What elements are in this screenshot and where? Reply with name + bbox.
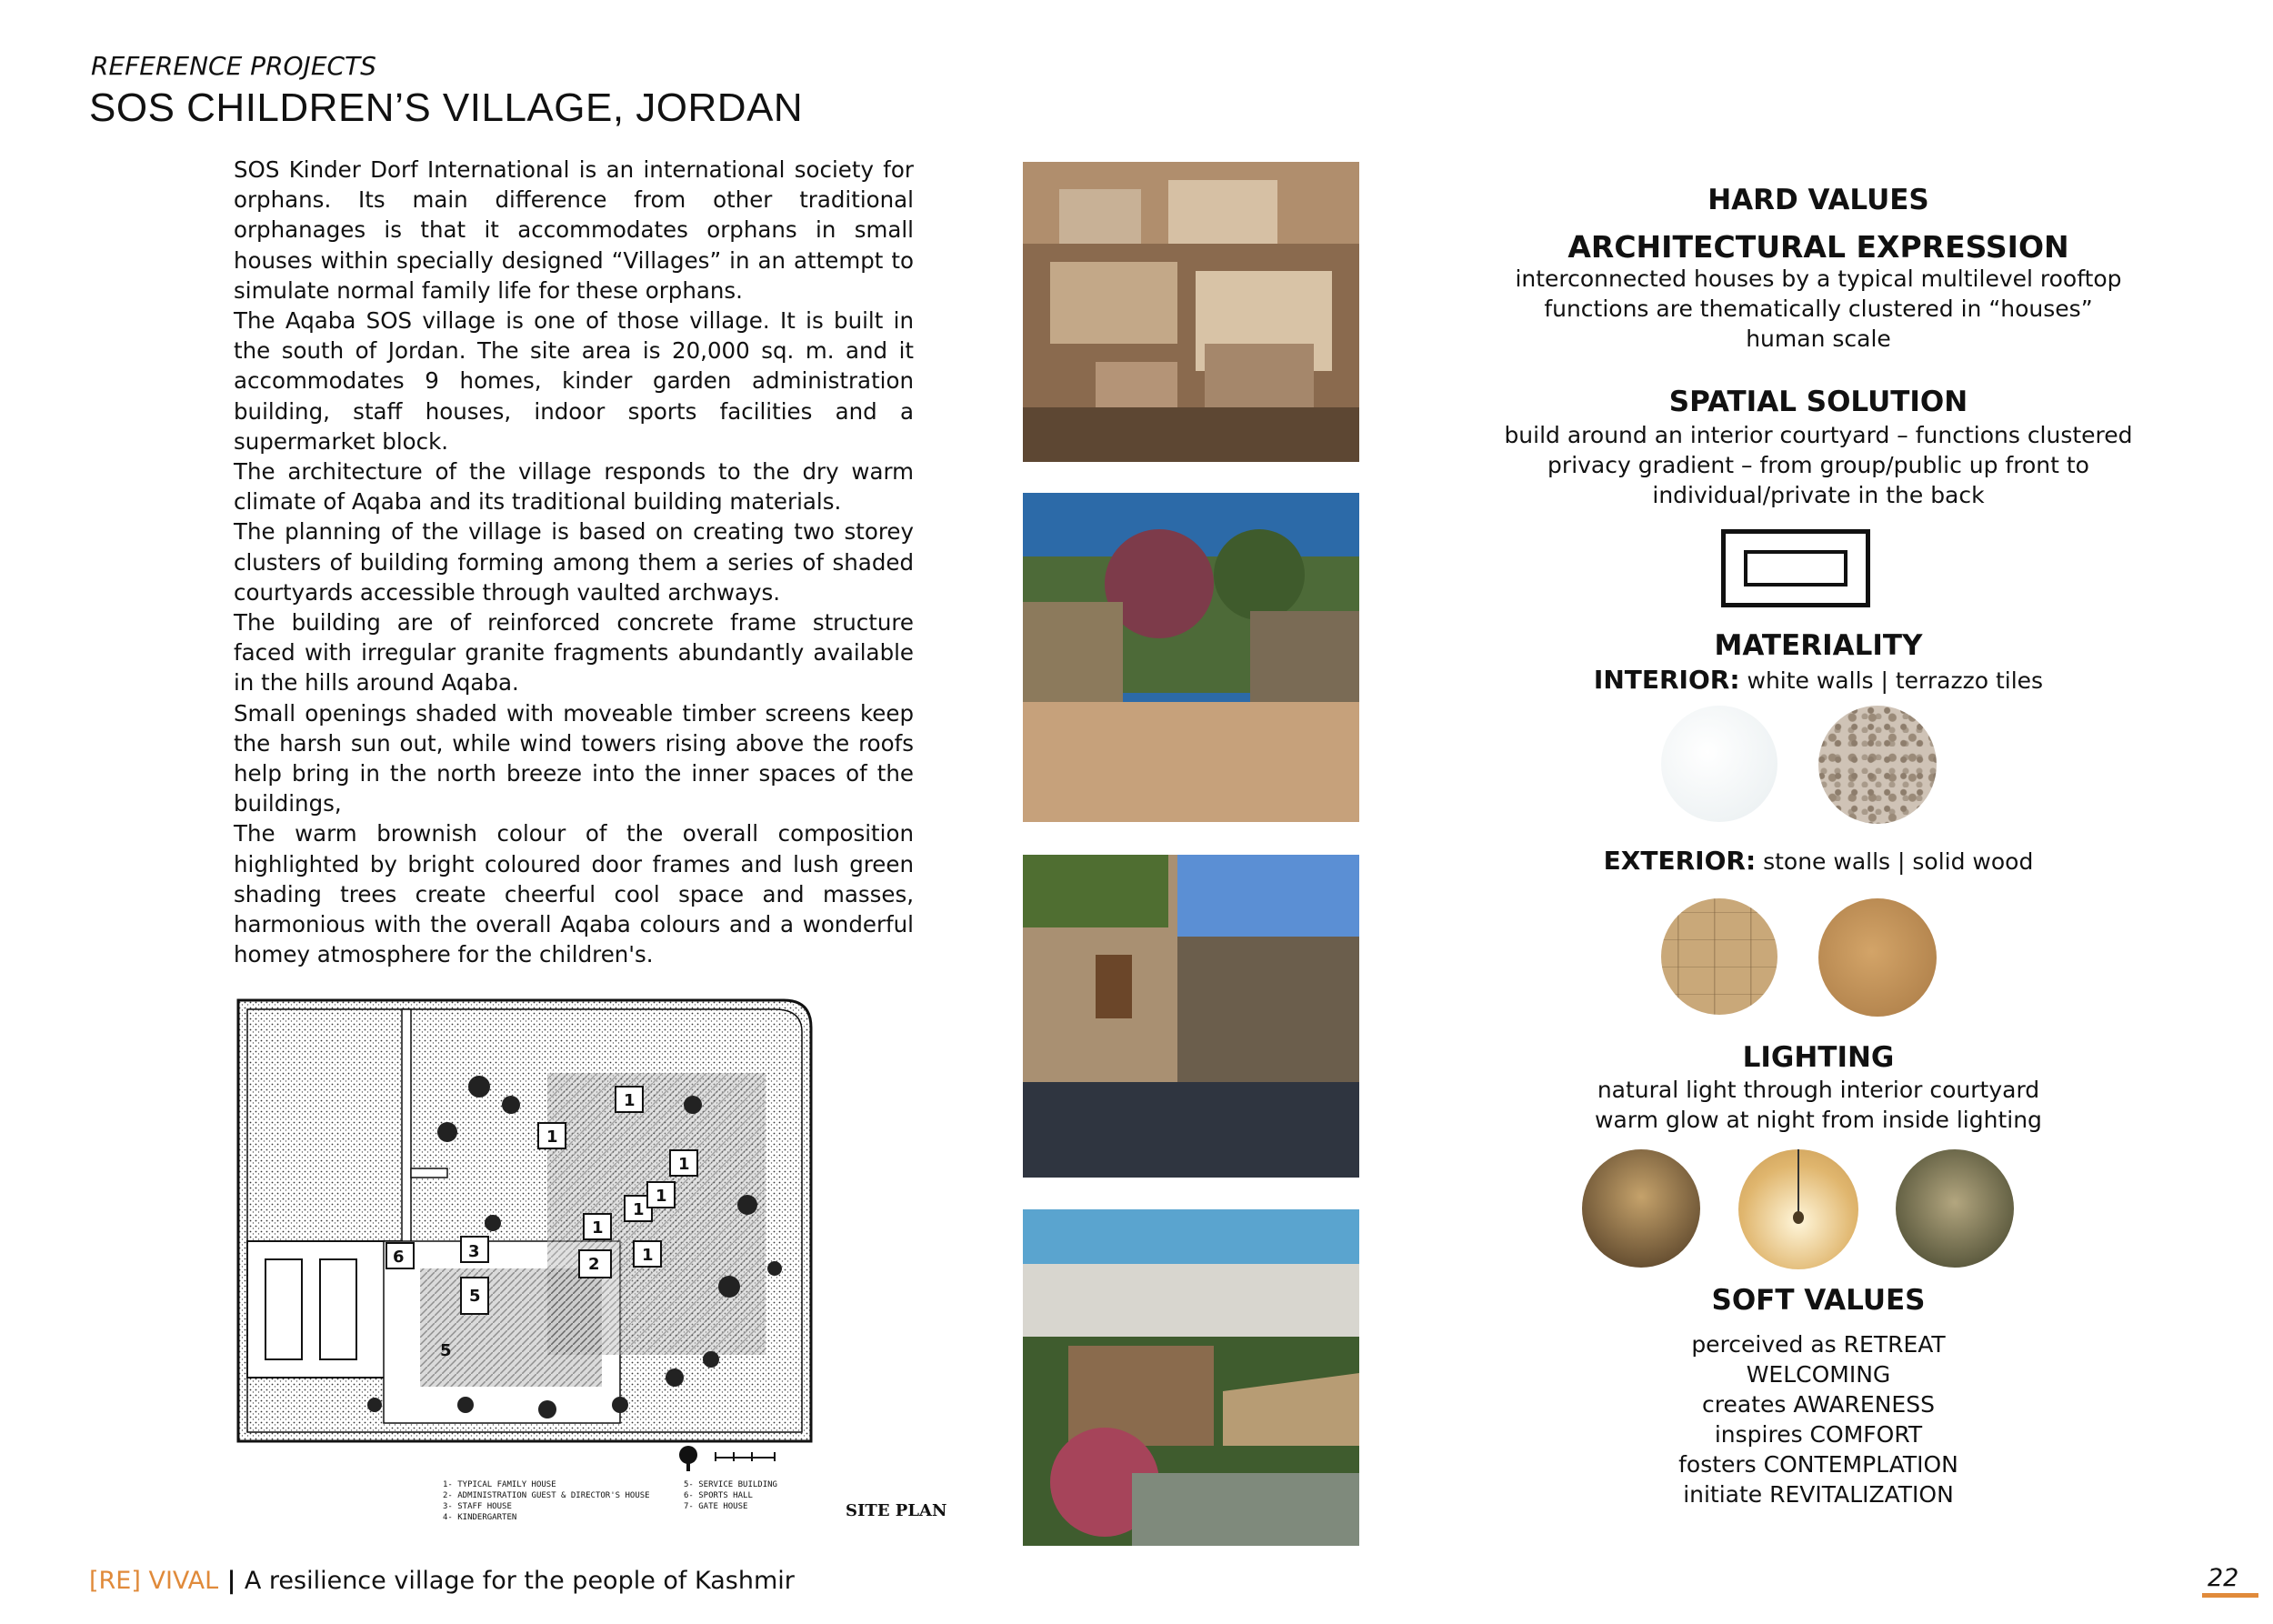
plan-label: 1 [633,1200,645,1219]
exterior-line [1437,846,2200,877]
interior-label: INTERIOR: [1593,665,1740,695]
plan-label: 1 [592,1218,604,1238]
courtyard-diagram-icon [1721,529,1870,607]
hard-values-heading: HARD VALUES [1707,184,1929,216]
plan-label: 5 [469,1287,481,1306]
body-paragraph: The warm brownish colour of the overall composition highlighted by bright coloured door frames and lush green shading trees create cheerful cool space and masses, harmonious with the overall Aqaba colours and a wonderful homey atmosphere for the children's. [234,820,914,968]
north-arrow-icon [679,1446,697,1471]
interior-text: white walls | terrazzo tiles [1739,667,2044,694]
spatial-solution-heading: SPATIAL SOLUTION [1668,386,1968,418]
lighting-text [1437,1075,2200,1135]
footer-brand-name: [RE] VIVAL [89,1567,219,1595]
arch-expression-line: functions are thematically clustered in “houses” [1544,296,2093,322]
pendant-lamp-swatch [1738,1149,1858,1269]
soft-value-item: creates AWARENESS [1702,1391,1935,1418]
soft-value-item: perceived as RETREAT [1691,1331,1946,1358]
arch-expression-heading: ARCHITECTURAL EXPRESSION [1567,229,2069,265]
footer-tagline: A resilience village for the people of Kashmir [244,1567,795,1595]
plan-label: 1 [642,1246,654,1265]
site-plan-title: SITE PLAN [846,1501,947,1520]
photo-garden [1023,1209,1359,1546]
soft-value-item: inspires COMFORT [1714,1421,1923,1448]
lighting-line: warm glow at night from inside lighting [1595,1107,2042,1133]
spatial-solution-line: individual/private in the back [1652,482,1985,508]
plan-label: 3 [468,1242,480,1261]
footer-separator: | [218,1567,245,1595]
arch-expression-line: interconnected houses by a typical multilevel rooftop [1515,266,2122,292]
soft-value-item: initiate REVITALIZATION [1683,1481,1954,1508]
plan-label: 6 [393,1248,405,1267]
section-kicker: REFERENCE PROJECTS [91,51,376,81]
body-paragraph: SOS Kinder Dorf International is an international society for orphans. Its main difference from other traditional orphanages is that it accommodates orphans in small houses within specially designed “Villages” in an attempt to simulate normal family life for these orphans. [234,156,914,304]
site-plan-drawing [238,996,947,1541]
interior-room-light-swatch [1582,1149,1700,1268]
soft-value-item: fosters CONTEMPLATION [1678,1451,1958,1478]
plan-label: 1 [546,1128,558,1147]
spatial-solution-text [1437,420,2200,510]
scale-bar-icon [716,1452,775,1461]
interior-line [1437,665,2200,696]
body-paragraph: The building are of reinforced concrete frame structure faced with irregular granite fragments abundantly available in the hills around Aqaba. [234,609,914,697]
body-paragraph: The architecture of the village responds to the dry warm climate of Aqaba and its traditional building materials. [234,458,914,516]
legend-item: 3- STAFF HOUSE [443,1502,512,1511]
soft-values-heading: SOFT VALUES [1711,1284,1926,1317]
night-courtyard-light-swatch [1896,1149,2014,1268]
page-number-underline [2202,1593,2258,1598]
soft-values-list [1437,1329,2200,1509]
body-text [234,155,914,969]
photo-stone-buildings [1023,855,1359,1178]
solid-wood-swatch [1818,898,1937,1017]
legend-item: 5- SERVICE BUILDING [684,1480,777,1489]
exterior-text: stone walls | solid wood [1756,848,2034,875]
spatial-solution-line: privacy gradient – from group/public up front to [1547,452,2089,478]
terrazzo-swatch [1818,706,1937,824]
soft-value-item: WELCOMING [1746,1361,1891,1388]
legend-item: 2- ADMINISTRATION GUEST & DIRECTOR'S HOUSE [443,1491,650,1500]
legend-item: 1- TYPICAL FAMILY HOUSE [443,1480,556,1489]
photo-courtyard [1023,493,1359,822]
arch-expression-line: human scale [1746,326,1891,352]
lighting-heading: LIGHTING [1742,1041,1895,1074]
plan-label: 1 [624,1091,636,1110]
plan-label: 2 [588,1255,600,1274]
footer-brand [89,1567,795,1595]
stone-wall-swatch [1661,898,1777,1015]
legend-item: 7- GATE HOUSE [684,1502,748,1511]
body-paragraph: The Aqaba SOS village is one of those village. It is built in the south of Jordan. The site area is 20,000 sq. m. and it accommodates 9 homes, kinder garden administration building, staff houses, indoor sports facilities and a supermarket block. [234,307,914,455]
arch-expression-text [1437,264,2200,354]
plan-label: 1 [678,1155,690,1174]
legend-item: 4- KINDERGARTEN [443,1513,517,1522]
plan-label: 5 [440,1341,452,1360]
legend-item: 6- SPORTS HALL [684,1491,753,1500]
exterior-label: EXTERIOR: [1603,846,1757,876]
materiality-heading: MATERIALITY [1714,629,1923,662]
page-title: SOS CHILDREN’S VILLAGE, JORDAN [89,85,804,130]
lighting-line: natural light through interior courtyard [1597,1077,2040,1103]
photo-aerial-view [1023,162,1359,462]
page-number: 22 [2208,1564,2239,1592]
body-paragraph: The planning of the village is based on creating two storey clusters of building forming among them a series of shaded courtyards accessible through vaulted archways. [234,518,914,606]
spatial-solution-line: build around an interior courtyard – functions clustered [1504,422,2133,448]
white-wall-swatch [1661,706,1777,822]
body-paragraph: Small openings shaded with moveable timber screens keep the harsh sun out, while wind towers rising above the roofs help bring in the north breeze into the inner spaces of the buildings, [234,699,914,817]
plan-label: 1 [656,1187,667,1206]
